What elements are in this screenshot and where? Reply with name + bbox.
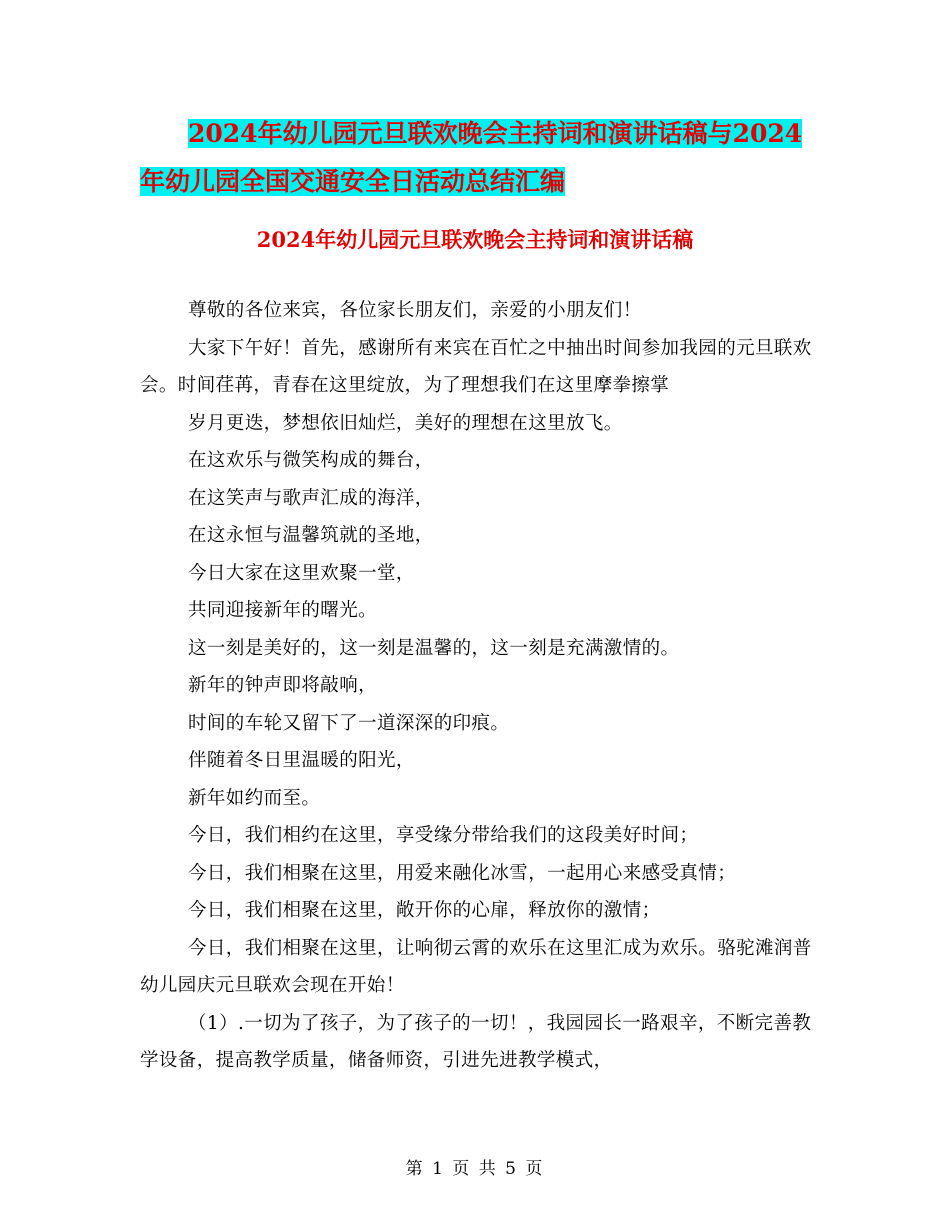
paragraph: 今日，我们相约在这里，享受缘分带给我们的这段美好时间；: [188, 825, 699, 846]
paragraph: （1）.一切为了孩子，为了孩子的一切！，我园园长一路艰辛，不断完善教学设备，提高教学质量，储备师资，引进先进教学模式，: [140, 1012, 812, 1071]
paragraph: 今日，我们相聚在这里，用爱来融化冰雪，一起用心来感受真情；: [188, 862, 737, 884]
paragraph: 在这永恒与温馨筑就的圣地，: [188, 525, 434, 546]
paragraph: 共同迎接新年的曙光。: [188, 600, 378, 621]
page-footer: 第 1 页 共 5 页: [405, 1159, 545, 1179]
section-title: 2024年幼儿园元旦联欢晚会主持词和演讲话稿: [256, 227, 694, 252]
document-body: [140, 292, 820, 1080]
paragraph: 伴随着冬日里温暖的阳光，: [188, 750, 415, 771]
title-line-1: 2024年幼儿园元旦联欢晚会主持词和演讲话稿与2024: [188, 119, 803, 148]
paragraph: 尊敬的各位来宾，各位家长朋友们，亲爱的小朋友们！: [188, 300, 642, 321]
paragraph: 在这欢乐与微笑构成的舞台，: [188, 450, 434, 471]
paragraph: 时间的车轮又留下了一道深深的印痕。: [188, 712, 510, 734]
paragraph: 今日，我们相聚在这里，敞开你的心扉，释放你的激情；: [188, 900, 661, 921]
document-title: [140, 110, 810, 206]
paragraph: 今日，我们相聚在这里，让响彻云霄的欢乐在这里汇成为欢乐。骆驼滩润普幼儿园庆元旦联欢会现在开始！: [140, 937, 812, 996]
paragraph: 大家下午好！首先，感谢所有来宾在百忙之中抽出时间参加我园的元旦联欢会。时间荏苒，青春在这里绽放，为了理想我们在这里摩拳擦掌: [140, 337, 812, 396]
paragraph: 这一刻是美好的，这一刻是温馨的，这一刻是充满激情的。: [188, 637, 680, 659]
title-line-2: 年幼儿园全国交通安全日活动总结汇编: [140, 167, 566, 196]
paragraph: 新年的钟声即将敲响，: [188, 675, 378, 696]
paragraph: 今日大家在这里欢聚一堂，: [188, 562, 415, 584]
paragraph: 在这笑声与歌声汇成的海洋，: [188, 487, 434, 509]
paragraph: 岁月更迭，梦想依旧灿烂，美好的理想在这里放飞。: [188, 412, 623, 434]
paragraph: 新年如约而至。: [188, 787, 321, 809]
